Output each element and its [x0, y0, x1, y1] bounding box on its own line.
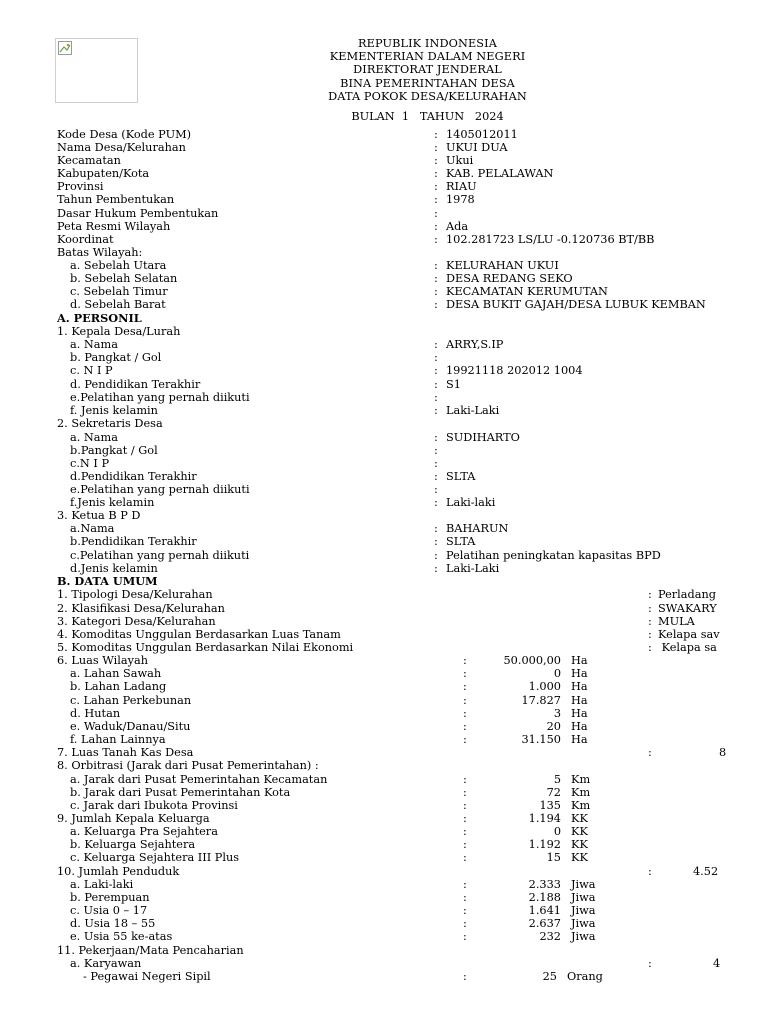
colon: : — [463, 891, 467, 904]
field-label: 8. Orbitrasi (Jarak dari Pusat Pemerintahan) : — [57, 759, 319, 772]
section-heading — [0, 312, 768, 325]
personil-row — [0, 404, 768, 417]
field-value: 102.281723 LS/LU -0.120736 BT/BB — [446, 233, 655, 246]
colon: : — [434, 298, 438, 311]
field-value: 4 — [713, 957, 721, 970]
field-number: 135 — [539, 799, 561, 812]
colon: : — [463, 733, 467, 746]
colon: : — [463, 667, 467, 680]
field-value: ARRY,S.IP — [446, 338, 504, 351]
colon: : — [434, 141, 438, 154]
personil-row — [0, 391, 768, 404]
field-value: S1 — [446, 378, 461, 391]
field-number: 1.192 — [528, 838, 561, 851]
penduduk-row — [0, 930, 768, 943]
field-label: f.Jenis kelamin — [70, 496, 155, 509]
field-unit: Km — [571, 773, 591, 786]
luas-row — [0, 720, 768, 733]
field-label: b. Keluarga Sejahtera — [70, 838, 196, 851]
personil-row — [0, 535, 768, 548]
field-number: 2.188 — [528, 891, 561, 904]
identity-row — [0, 141, 768, 154]
personil-row — [0, 431, 768, 444]
penduduk-row — [0, 891, 768, 904]
colon: : — [463, 786, 467, 799]
field-label: Kecamatan — [57, 154, 121, 167]
field-value: RIAU — [446, 180, 477, 193]
field-label: c. Lahan Perkebunan — [70, 694, 192, 707]
section-heading — [0, 246, 768, 259]
field-label: e.Pelatihan yang pernah diikuti — [70, 483, 250, 496]
field-label: d.Jenis kelamin — [70, 562, 158, 575]
field-label: f. Jenis kelamin — [70, 404, 158, 417]
field-label: d. Sebelah Barat — [70, 298, 166, 311]
field-label: b.Pendidikan Terakhir — [70, 535, 197, 548]
colon: : — [463, 773, 467, 786]
field-number: 2.637 — [528, 917, 561, 930]
colon: : — [434, 562, 438, 575]
field-label: - Pegawai Negeri Sipil — [83, 970, 211, 983]
colon: : — [463, 694, 467, 707]
field-value: BAHARUN — [446, 522, 509, 535]
bpd-title: 3. Ketua B P D — [57, 509, 141, 522]
penduduk-row — [0, 917, 768, 930]
field-value: 1978 — [446, 193, 475, 206]
field-value: Pelatihan peningkatan kapasitas BPD — [446, 549, 661, 562]
colon: : — [463, 825, 467, 838]
field-label: a. Nama — [70, 431, 118, 444]
colon: : — [434, 259, 438, 272]
field-value: Laki-Laki — [446, 404, 500, 417]
colon: : — [434, 220, 438, 233]
orbitrasi-row — [0, 799, 768, 812]
colon: : — [434, 391, 438, 404]
kepala-title: 1. Kepala Desa/Lurah — [57, 325, 181, 338]
personil-row — [0, 457, 768, 470]
identity-row — [0, 128, 768, 141]
field-label: f. Lahan Lainnya — [70, 733, 166, 746]
pekerjaan-row — [0, 970, 768, 983]
colon: : — [648, 588, 652, 601]
colon: : — [434, 378, 438, 391]
field-label: c. Sebelah Timur — [70, 285, 168, 298]
field-number: 0 — [553, 667, 561, 680]
subsection-heading — [0, 509, 768, 522]
colon: : — [648, 628, 652, 641]
colon: : — [434, 180, 438, 193]
field-unit: KK — [571, 851, 588, 864]
luas-row — [0, 680, 768, 693]
kk-row — [0, 851, 768, 864]
pekerjaan-row — [0, 957, 768, 970]
field-label: 4. Komoditas Unggulan Berdasarkan Luas Tanam — [57, 628, 341, 641]
luas-row — [0, 654, 768, 667]
colon: : — [463, 838, 467, 851]
field-unit: Ha — [571, 707, 588, 720]
field-label: a.Nama — [70, 522, 115, 535]
colon: : — [648, 865, 652, 878]
colon: : — [463, 878, 467, 891]
field-value: Kelapa sa — [658, 641, 717, 654]
field-unit: Orang — [567, 970, 603, 983]
field-number: 0 — [553, 825, 561, 838]
batas-row — [0, 259, 768, 272]
field-label: b. Lahan Ladang — [70, 680, 167, 693]
field-label: c.N I P — [70, 457, 110, 470]
colon: : — [463, 799, 467, 812]
penduduk-row — [0, 904, 768, 917]
colon: : — [434, 364, 438, 377]
personil-row — [0, 338, 768, 351]
colon: : — [434, 351, 438, 364]
field-label: b. Perempuan — [70, 891, 150, 904]
colon: : — [463, 917, 467, 930]
field-label: Tahun Pembentukan — [57, 193, 175, 206]
field-value: SLTA — [446, 470, 476, 483]
subsection-heading — [0, 325, 768, 338]
field-label: c. Keluarga Sejahtera III Plus — [70, 851, 240, 864]
personil-row — [0, 549, 768, 562]
identity-row — [0, 180, 768, 193]
colon: : — [463, 654, 467, 667]
field-label: a. Jarak dari Pusat Pemerintahan Kecamatan — [70, 773, 328, 786]
kk-row — [0, 812, 768, 825]
luas-row — [0, 694, 768, 707]
personil-row — [0, 444, 768, 457]
field-label: b. Pangkat / Gol — [70, 351, 162, 364]
field-unit: KK — [571, 838, 588, 851]
colon: : — [463, 970, 467, 983]
field-label: 10. Jumlah Penduduk — [57, 865, 180, 878]
batas-row — [0, 298, 768, 311]
field-label: c.Pelatihan yang pernah diikuti — [70, 549, 250, 562]
umum-title: B. DATA UMUM — [57, 574, 158, 588]
colon: : — [648, 641, 652, 654]
field-label: b.Pangkat / Gol — [70, 444, 158, 457]
field-number: 1.000 — [528, 680, 561, 693]
kk-row — [0, 838, 768, 851]
umum-row — [0, 641, 768, 654]
identity-row — [0, 220, 768, 233]
luas-row — [0, 667, 768, 680]
colon: : — [434, 457, 438, 470]
field-number: 2.333 — [528, 878, 561, 891]
header-line-3: DIREKTORAT JENDERAL — [353, 63, 502, 77]
colon: : — [434, 272, 438, 285]
field-number: 25 — [542, 970, 557, 983]
field-value: KECAMATAN KERUMUTAN — [446, 285, 608, 298]
field-value: Ukui — [446, 154, 474, 167]
field-unit: Jiwa — [571, 917, 596, 930]
field-label: 9. Jumlah Kepala Keluarga — [57, 812, 210, 825]
field-unit: Jiwa — [571, 930, 596, 943]
field-label: e. Usia 55 ke-atas — [70, 930, 173, 943]
field-value: MULA — [658, 615, 695, 628]
colon: : — [434, 285, 438, 298]
personil-title: A. PERSONIL — [57, 311, 142, 325]
personil-row — [0, 522, 768, 535]
field-value: KELURAHAN UKUI — [446, 259, 559, 272]
colon: : — [434, 535, 438, 548]
broken-image-icon — [58, 41, 72, 55]
colon: : — [434, 496, 438, 509]
field-unit: Ha — [571, 720, 588, 733]
field-unit: Jiwa — [571, 878, 596, 891]
field-value: DESA BUKIT GAJAH/DESA LUBUK KEMBAN — [446, 298, 706, 311]
field-label: a. Karyawan — [70, 957, 142, 970]
colon: : — [434, 431, 438, 444]
header-line-4: BINA PEMERINTAHAN DESA — [340, 76, 515, 90]
luas-row — [0, 733, 768, 746]
field-unit: Ha — [571, 654, 588, 667]
penduduk-row — [0, 878, 768, 891]
identity-row — [0, 167, 768, 180]
field-value: DESA REDANG SEKO — [446, 272, 573, 285]
field-label: 1. Tipologi Desa/Kelurahan — [57, 588, 213, 601]
field-unit: Jiwa — [571, 891, 596, 904]
field-number: 1.641 — [528, 904, 561, 917]
field-value: Perladang — [658, 588, 717, 601]
tanah-kas-row — [0, 746, 768, 759]
sekretaris-title: 2. Sekretaris Desa — [57, 417, 163, 430]
field-value: SLTA — [446, 535, 476, 548]
field-number: 31.150 — [521, 733, 561, 746]
field-label: Kabupaten/Kota — [57, 167, 150, 180]
field-label: a. Lahan Sawah — [70, 667, 162, 680]
logo-placeholder — [55, 38, 138, 103]
field-unit: Ha — [571, 694, 588, 707]
colon: : — [463, 707, 467, 720]
colon: : — [463, 851, 467, 864]
field-unit: KK — [571, 825, 588, 838]
umum-row — [0, 588, 768, 601]
field-label: Peta Resmi Wilayah — [57, 220, 171, 233]
field-label: b. Jarak dari Pusat Pemerintahan Kota — [70, 786, 291, 799]
field-number: 17.827 — [521, 694, 561, 707]
field-value: Laki-laki — [446, 496, 496, 509]
field-label: Nama Desa/Kelurahan — [57, 141, 186, 154]
field-value: Kelapa sav — [658, 628, 720, 641]
colon: : — [434, 128, 438, 141]
field-value: 8 — [719, 746, 727, 759]
field-value: KAB. PELALAWAN — [446, 167, 554, 180]
field-label: 3. Kategori Desa/Kelurahan — [57, 615, 216, 628]
document-header — [290, 37, 565, 103]
field-number: 232 — [539, 930, 561, 943]
colon: : — [434, 404, 438, 417]
colon: : — [463, 930, 467, 943]
section-heading — [0, 575, 768, 588]
field-label: a. Laki-laki — [70, 878, 134, 891]
field-number: 5 — [553, 773, 561, 786]
identity-row — [0, 193, 768, 206]
kk-row — [0, 825, 768, 838]
field-label: 5. Komoditas Unggulan Berdasarkan Nilai Ekonomi — [57, 641, 354, 654]
field-label: 11. Pekerjaan/Mata Pencaharian — [57, 944, 244, 957]
batas-row — [0, 272, 768, 285]
personil-row — [0, 496, 768, 509]
colon: : — [463, 680, 467, 693]
colon: : — [434, 549, 438, 562]
field-label: c. Usia 0 – 17 — [70, 904, 148, 917]
field-number: 3 — [553, 707, 561, 720]
colon: : — [434, 193, 438, 206]
field-unit: Ha — [571, 667, 588, 680]
colon: : — [648, 746, 652, 759]
colon: : — [434, 483, 438, 496]
field-number: 1.194 — [528, 812, 561, 825]
field-number: 72 — [546, 786, 561, 799]
colon: : — [434, 338, 438, 351]
field-value: 4.52 — [693, 865, 719, 878]
batas-row — [0, 285, 768, 298]
field-value: Ada — [446, 220, 469, 233]
colon: : — [648, 615, 652, 628]
identity-row — [0, 207, 768, 220]
field-label: Koordinat — [57, 233, 114, 246]
field-label: Kode Desa (Kode PUM) — [57, 128, 192, 141]
colon: : — [434, 167, 438, 180]
field-unit: Km — [571, 799, 591, 812]
orbitrasi-heading — [0, 759, 768, 772]
umum-row — [0, 615, 768, 628]
header-line-5: DATA POKOK DESA/KELURAHAN — [328, 89, 527, 103]
colon: : — [434, 154, 438, 167]
colon: : — [434, 444, 438, 457]
field-label: e. Waduk/Danau/Situ — [70, 720, 191, 733]
header-line-1: REPUBLIK INDONESIA — [358, 37, 497, 50]
colon: : — [434, 470, 438, 483]
field-label: c. Jarak dari Ibukota Provinsi — [70, 799, 238, 812]
field-label: d.Pendidikan Terakhir — [70, 470, 197, 483]
field-value: SUDIHARTO — [446, 431, 520, 444]
identity-row — [0, 233, 768, 246]
umum-row — [0, 628, 768, 641]
personil-row — [0, 378, 768, 391]
penduduk-row — [0, 865, 768, 878]
orbitrasi-row — [0, 773, 768, 786]
field-label: d. Hutan — [70, 707, 121, 720]
field-number: 20 — [546, 720, 561, 733]
identity-row — [0, 154, 768, 167]
field-label: a. Sebelah Utara — [70, 259, 167, 272]
personil-row — [0, 351, 768, 364]
field-unit: Jiwa — [571, 904, 596, 917]
colon: : — [463, 812, 467, 825]
orbitrasi-row — [0, 786, 768, 799]
field-unit: Ha — [571, 680, 588, 693]
field-label: b. Sebelah Selatan — [70, 272, 178, 285]
field-unit: Km — [571, 786, 591, 799]
umum-row — [0, 602, 768, 615]
field-unit: KK — [571, 812, 588, 825]
field-label: d. Pendidikan Terakhir — [70, 378, 201, 391]
colon: : — [463, 904, 467, 917]
colon: : — [434, 233, 438, 246]
colon: : — [434, 522, 438, 535]
report-period: BULAN 1 TAHUN 2024 — [351, 110, 504, 123]
subsection-heading — [0, 417, 768, 430]
field-value: 1405012011 — [446, 128, 518, 141]
field-label: a. Nama — [70, 338, 118, 351]
field-label: c. N I P — [70, 364, 113, 377]
field-label: a. Keluarga Pra Sejahtera — [70, 825, 218, 838]
field-label: 7. Luas Tanah Kas Desa — [57, 746, 194, 759]
field-label: 6. Luas Wilayah — [57, 654, 149, 667]
field-unit: Ha — [571, 733, 588, 746]
field-label: 2. Klasifikasi Desa/Kelurahan — [57, 602, 225, 615]
colon: : — [648, 602, 652, 615]
batas-title: Batas Wilayah: — [57, 246, 143, 259]
colon: : — [463, 720, 467, 733]
luas-row — [0, 707, 768, 720]
header-line-2: KEMENTERIAN DALAM NEGERI — [329, 50, 526, 64]
personil-row — [0, 470, 768, 483]
field-value: Laki-Laki — [446, 562, 500, 575]
field-label: e.Pelatihan yang pernah diikuti — [70, 391, 250, 404]
field-value: UKUI DUA — [446, 141, 508, 154]
personil-row — [0, 364, 768, 377]
field-value: SWAKARY — [658, 602, 717, 615]
colon: : — [434, 207, 438, 220]
personil-row — [0, 483, 768, 496]
field-label: Dasar Hukum Pembentukan — [57, 207, 219, 220]
pekerjaan-heading — [0, 944, 768, 957]
colon: : — [648, 957, 652, 970]
field-number: 50.000,00 — [503, 654, 561, 667]
field-number: 15 — [546, 851, 561, 864]
field-value: 19921118 202012 1004 — [446, 364, 583, 377]
field-label: d. Usia 18 – 55 — [70, 917, 156, 930]
field-label: Provinsi — [57, 180, 104, 193]
